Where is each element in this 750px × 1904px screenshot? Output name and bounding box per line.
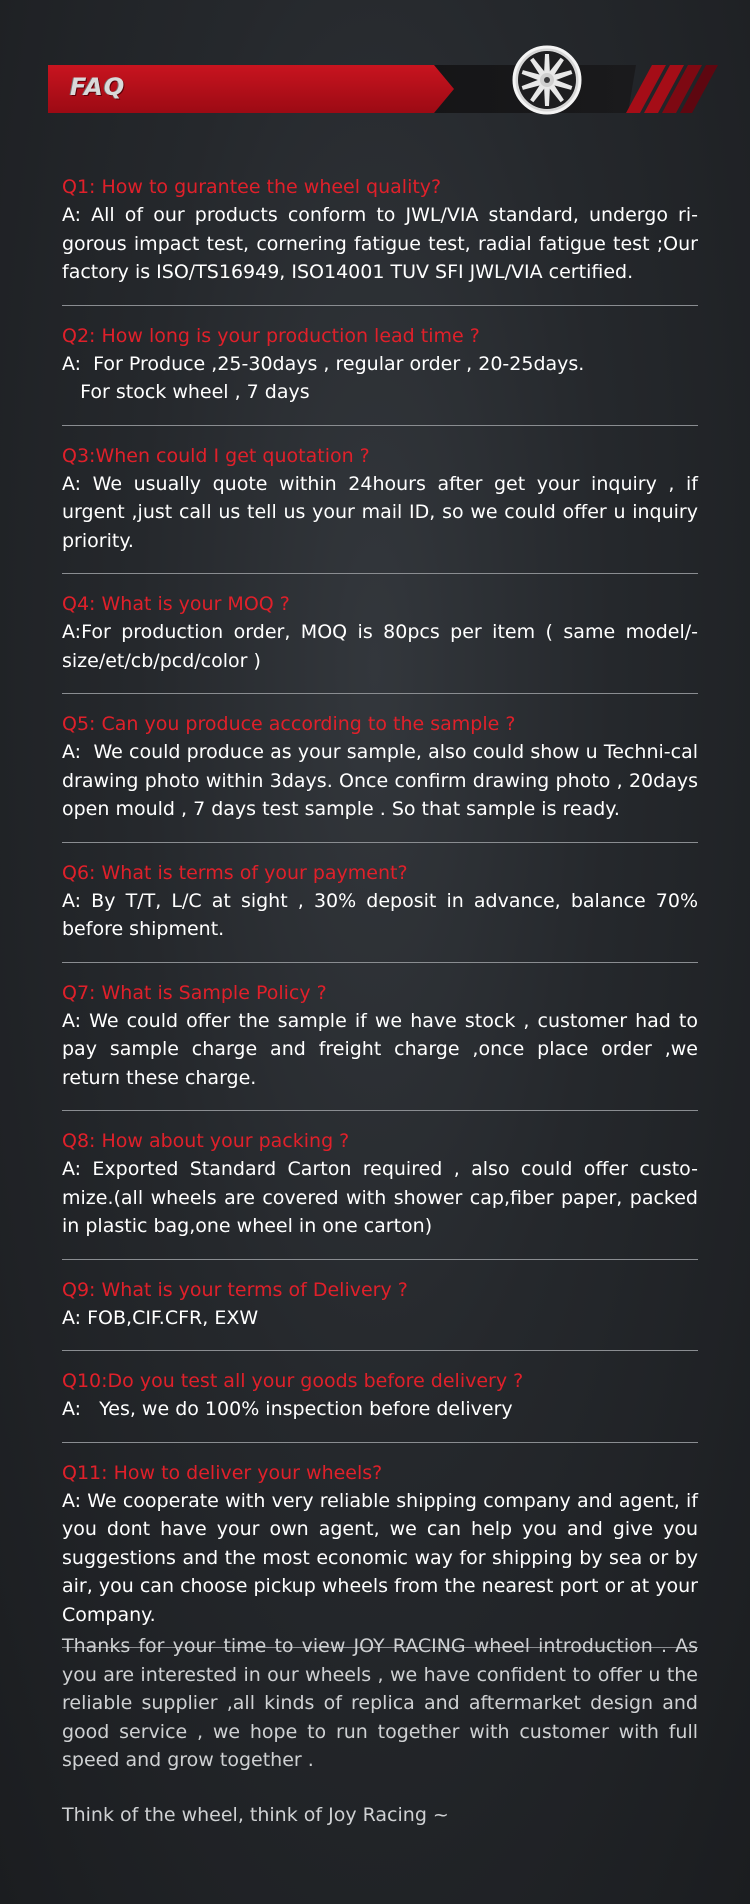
closing-signoff: Think of the wheel, think of Joy Racing ~: [62, 1804, 449, 1826]
faq-item-11: [62, 1459, 705, 1649]
faq-question: Q2: How long is your production lead time ?: [62, 324, 480, 347]
faq-answer: A: By T/T, L/C at sight , 30% deposit in advance, balance 70% before shipment.: [62, 889, 705, 940]
faq-answer: A: We usually quote within 24hours after get your inquiry , if urgent ,just call us tell us your mail ID, so we could offer u inquiry priority.: [62, 472, 705, 552]
faq-answer: A: For Produce ,25-30days , regular order , 20-25days. For stock wheel , 7 days: [62, 352, 585, 403]
faq-item-4: [62, 590, 698, 694]
faq-item-7: [62, 979, 705, 1112]
faq-question: Q6: What is terms of your payment?: [62, 861, 408, 884]
faq-question: Q11: How to deliver your wheels?: [62, 1461, 383, 1484]
faq-answer: A: FOB,CIF.CFR, EXW: [62, 1306, 259, 1329]
faq-question: Q10:Do you test all your goods before delivery ?: [62, 1370, 524, 1392]
faq-answer: A: Exported Standard Carton required , also could offer custo-mize.(all wheels are covered with shower cap,fiber paper, packed in plastic bag,one wheel in one carton): [62, 1158, 705, 1237]
faq-title: FAQ: [70, 73, 126, 101]
closing-message: [62, 1632, 698, 1775]
faq-item-5: [62, 710, 705, 843]
faq-answer: A: All of our products conform to JWL/VIA standard, undergo ri-gorous impact test, cornering fatigue test, radial fatigue test ;Our factory is ISO/TS16949, ISO14001 TUV SFI JWL/VIA certified.: [62, 204, 705, 283]
faq-question: Q1: How to gurantee the wheel quality?: [62, 176, 442, 198]
faq-answer: A: We could produce as your sample, also could show u Techni-cal drawing photo within 3days. Once confirm drawing photo , 20days open mould , 7 days test sample . So that sample is ready.: [62, 741, 705, 820]
faq-item-9: [62, 1276, 698, 1352]
faq-item-10: [62, 1367, 698, 1443]
faq-question: Q8: How about your packing ?: [62, 1130, 350, 1152]
faq-item-8: [62, 1127, 705, 1260]
faq-question: Q4: What is your MOQ ?: [62, 593, 290, 615]
faq-question: Q7: What is Sample Policy ?: [62, 981, 327, 1004]
faq-question: Q9: What is your terms of Delivery ?: [62, 1278, 408, 1301]
faq-item-2: [62, 322, 698, 426]
faq-answer: A: We cooperate with very reliable shipping company and agent, if you dont have your own agent, we can help you and give you suggestions and the most economic way for shipping by sea or by air, you can choose pickup wheels from the nearest port or at your Company.: [62, 1489, 705, 1626]
wheel-icon: [514, 47, 580, 113]
faq-answer: A:For production order, MOQ is 80pcs per item ( same model/-size/et/cb/pcd/color ): [62, 621, 698, 672]
faq-item-6: [62, 859, 705, 963]
faq-item-3: [62, 442, 705, 575]
faq-item-1: [62, 173, 705, 306]
faq-answer: A: Yes, we do 100% inspection before delivery: [62, 1398, 513, 1420]
faq-answer: A: We could offer the sample if we have stock , customer had to pay sample charge and freight charge ,once place order ,we return these charge.: [62, 1009, 705, 1089]
faq-list: [62, 173, 705, 1664]
faq-question: Q3:When could I get quotation ?: [62, 444, 370, 467]
faq-banner: [0, 0, 750, 170]
closing-text: Thanks for your time to view JOY RACING wheel introduction . As you are interested in our wheels , we have confident to offer u the reliable supplier ,all kinds of replica and aftermarket design and good service , we hope to run together with customer with full speed and grow together .: [62, 1635, 698, 1771]
faq-question: Q5: Can you produce according to the sample ?: [62, 713, 516, 735]
